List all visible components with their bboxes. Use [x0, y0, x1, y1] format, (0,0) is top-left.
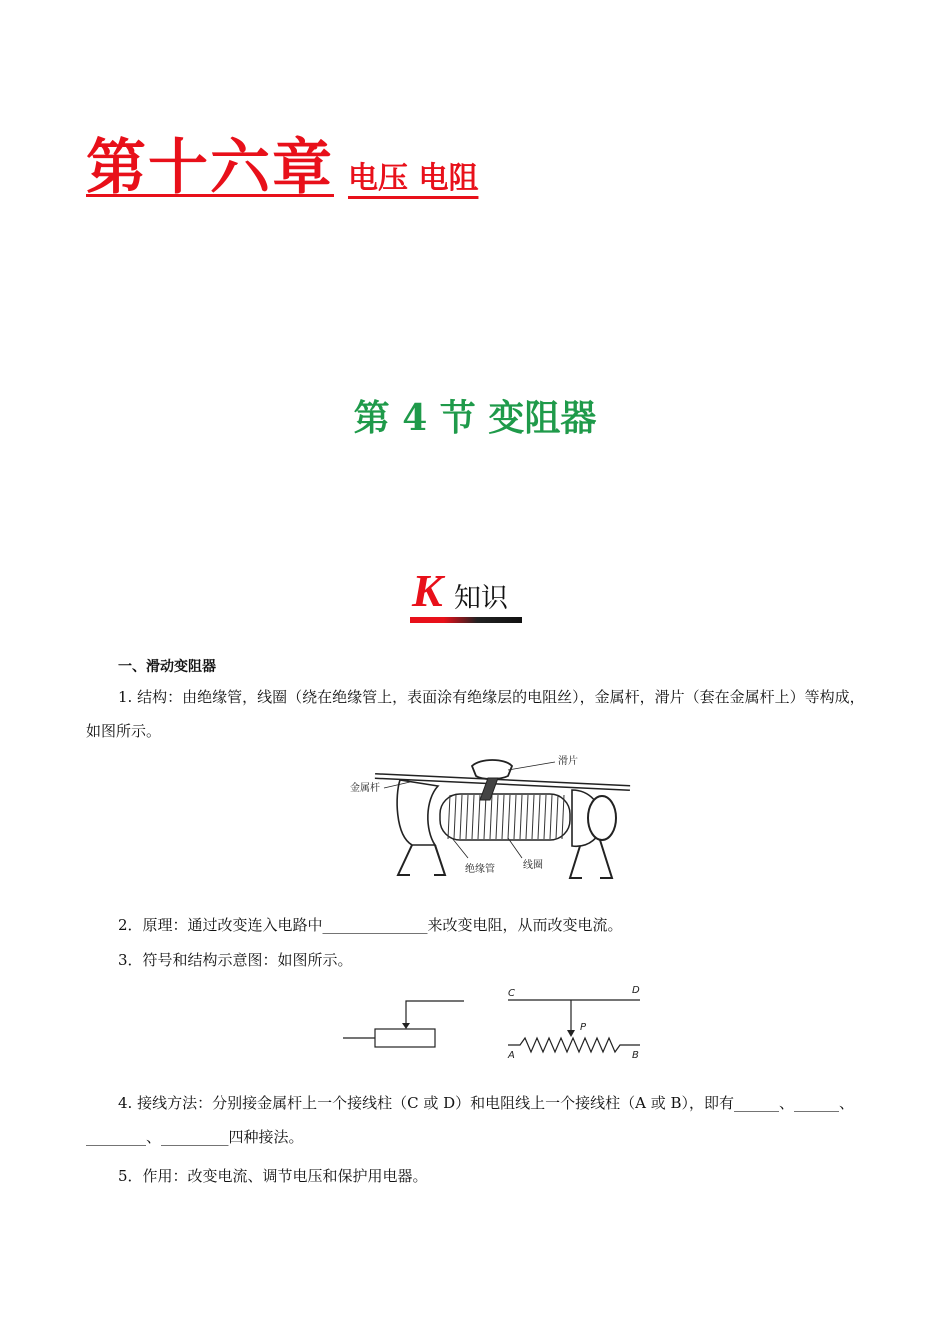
symbol-wiper [406, 1001, 464, 1025]
section-title: 第 4 节 变阻器 [353, 397, 597, 439]
coil-leader [508, 838, 522, 858]
chapter-heading [86, 120, 478, 206]
knowledge-badge [410, 565, 522, 626]
label-insulating-tube: 绝缘管 [465, 864, 495, 875]
terminal-b: B [632, 1050, 639, 1061]
badge-underline [410, 617, 522, 623]
label-slider: 滑片 [558, 756, 578, 767]
symbol-arrow [402, 1023, 410, 1029]
terminal-a: A [508, 1050, 515, 1061]
left-legs [398, 845, 445, 875]
badge-text: 知识 [454, 583, 508, 614]
slider-leader [508, 762, 555, 770]
terminal-d: D [632, 985, 640, 996]
tube-leader [452, 838, 468, 858]
symbol-resistor [375, 1029, 435, 1047]
paragraph-wiring: 4. 接线方法：分别接金属杆上一个接线柱（C 或 D）和电阻线上一个接线柱（A 或 B），即有______、______、________、_________四种接法。 [86, 1094, 855, 1146]
paragraph-symbol: 3．符号和结构示意图：如图所示。 [118, 951, 353, 969]
badge-letter: K [412, 565, 443, 616]
heading-sliding-rheostat: 一、滑动变阻器 [118, 659, 216, 675]
terminal-c: C [508, 988, 515, 999]
label-coil: 线圈 [523, 860, 543, 871]
paragraph-structure: 1. 结构：由绝缘管，线圈（绕在绝缘管上，表面涂有绝缘层的电阻丝），金属杆，滑片（套在金属杆上）等构成，如图所示。 [86, 688, 865, 740]
left-stand [397, 780, 438, 845]
right-end-cap [588, 796, 616, 840]
point-p: P [580, 1022, 587, 1033]
paragraph-principle: 2．原理：通过改变连入电路中______________来改变电阻，从而改变电流。 [118, 916, 623, 934]
paragraph-function: 5．作用：改变电流、调节电压和保护用电器。 [118, 1167, 428, 1185]
schematic-coil [508, 1038, 640, 1052]
rheostat-figure [340, 750, 640, 890]
chapter-title: 第十六章 [86, 133, 334, 203]
label-metal-rod: 金属杆 [350, 783, 380, 794]
slider-knob [472, 760, 512, 779]
schematic-arrow [567, 1030, 575, 1037]
symbol-diagram [340, 985, 650, 1063]
chapter-subtitle: 电压 电阻 [348, 161, 479, 196]
